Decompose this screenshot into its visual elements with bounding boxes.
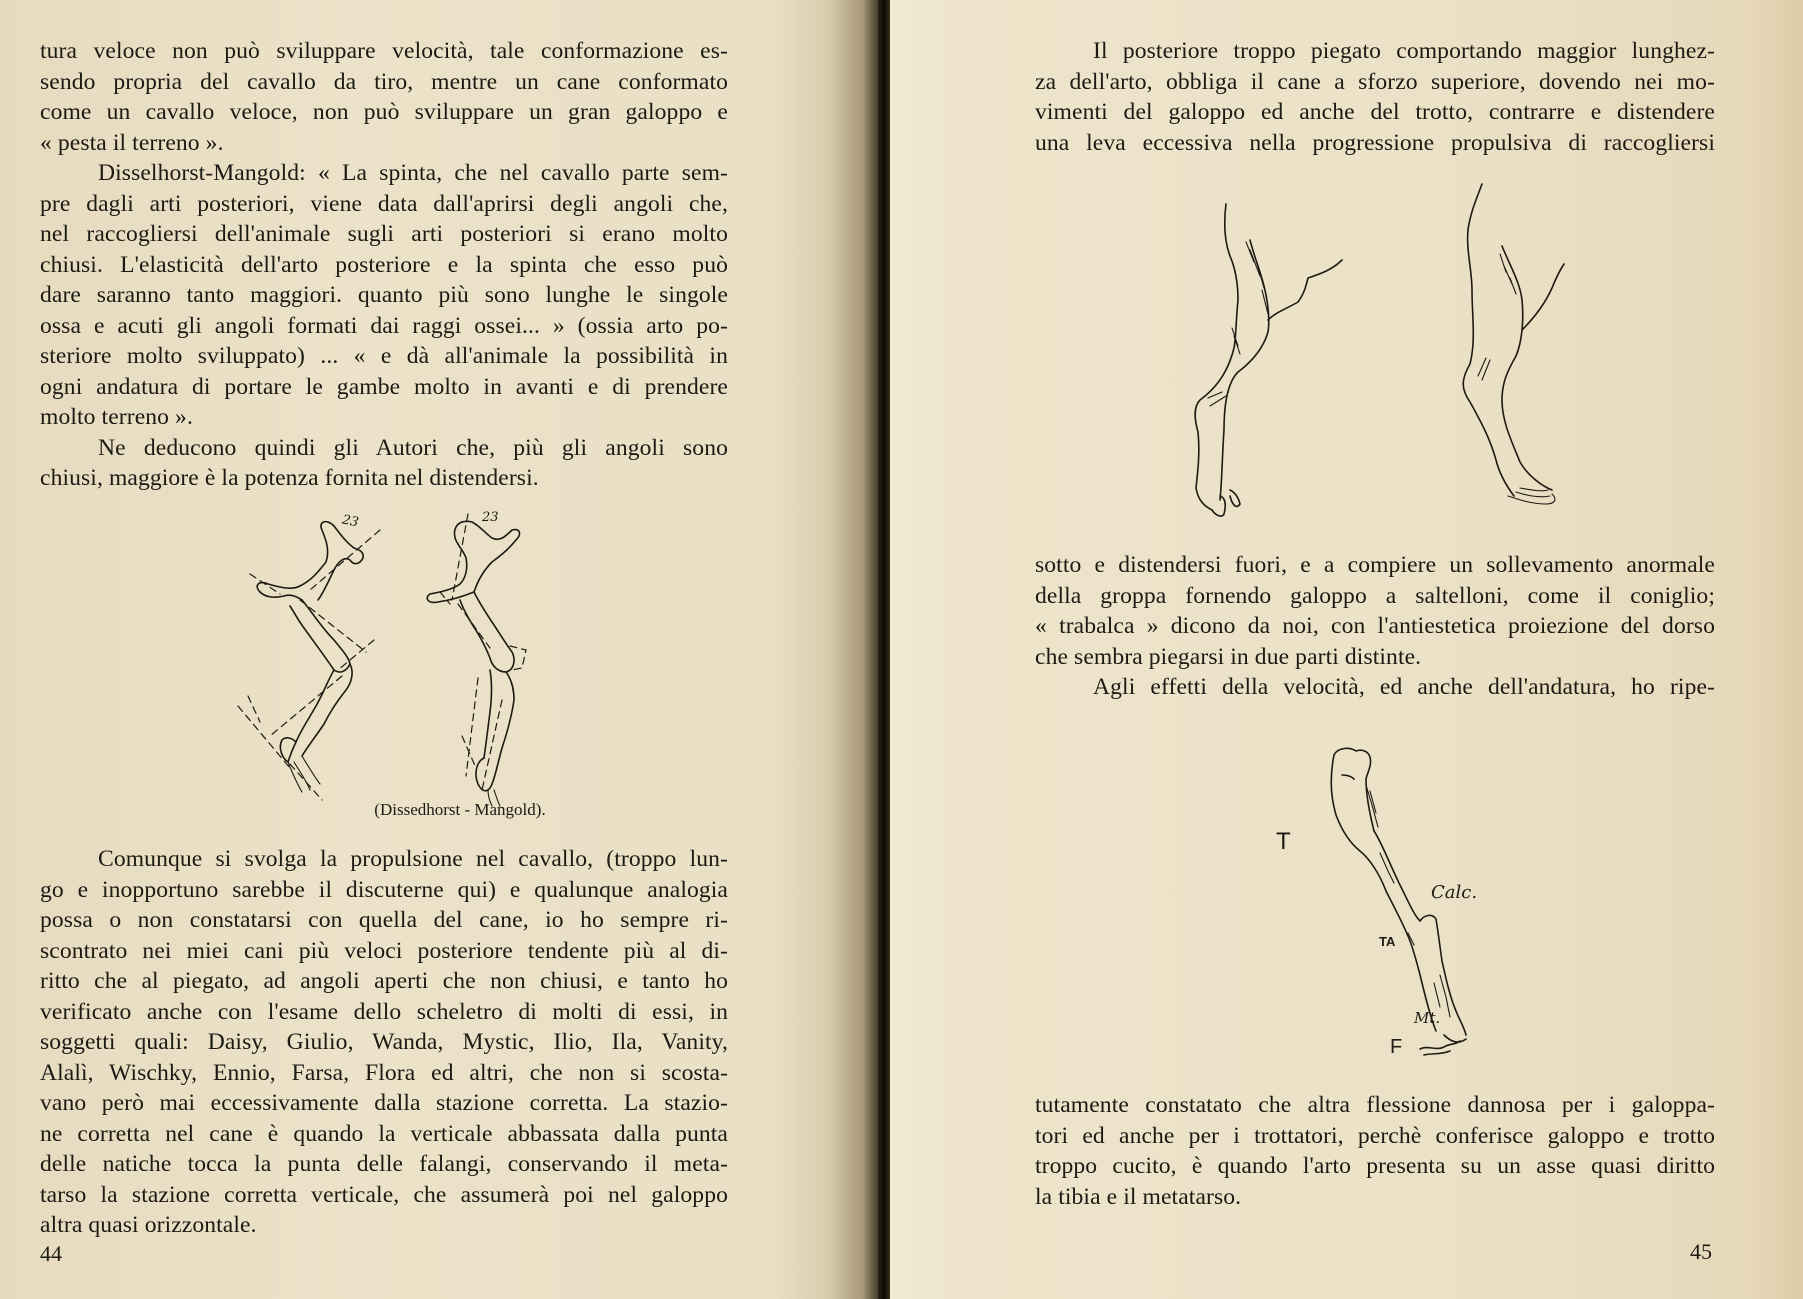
figure-label-23-right: 23 — [482, 510, 499, 525]
text-line: za dell'arto, obbliga il cane a sforzo superiore, dovendo nei mo- — [1035, 68, 1715, 95]
leg-bent — [1195, 204, 1342, 516]
text-line: la tibia e il metatarso. — [1035, 1183, 1242, 1210]
text-line: soggetti quali: Daisy, Giulio, Wanda, Mystic, Ilio, Ila, Vanity, — [40, 1029, 728, 1055]
text-line: « pesta il terreno ». — [40, 129, 224, 156]
text-line: della groppa fornendo galoppo a saltelloni, come il coniglio; — [1035, 582, 1715, 609]
text-line: verificato anche con l'esame dello scheletro di molti di essi, in — [40, 998, 728, 1025]
text-line: pre dagli arti posteriori, viene data dall'aprirsi degli angoli che, — [40, 190, 728, 217]
hind-limb-skeleton-figure — [230, 500, 560, 810]
text-line: altra quasi orizzontale. — [40, 1212, 257, 1238]
left-page — [0, 0, 880, 1299]
figure-label-23-left: 23 — [340, 512, 360, 531]
text-line: tura veloce non può sviluppare velocità, tale conformazione es- — [40, 38, 728, 64]
text-line: che sembra piegarsi in due parti distinte. — [1035, 643, 1422, 670]
text-line: chiusi. L'elasticità dell'arto posteriore e la spinta che esso può — [40, 251, 728, 278]
right-page-middle-text — [1035, 550, 1715, 703]
text-line: troppo cucito, è quando l'arto presenta su un asse quasi diritto — [1035, 1153, 1715, 1179]
right-page-bottom-text — [1035, 1090, 1715, 1212]
text-line: tori ed anche per i trottatori, perchè conferisce galoppo e trotto — [1035, 1122, 1715, 1149]
text-line: tarso la stazione corretta verticale, che assumerà poi nel galoppo — [40, 1181, 728, 1208]
bone-label-tarsus: TA — [1379, 934, 1396, 949]
text-line: « trabalca » dicono da noi, con l'antiestetica proiezione del dorso — [1035, 613, 1715, 639]
text-line: Alalì, Wischky, Ennio, Farsa, Flora ed altri, che non si scosta- — [40, 1059, 728, 1086]
bone-label-metatarsus: Mt. — [1414, 1009, 1441, 1027]
text-line: Ne deducono quindi gli Autori che, più gli angoli sono — [98, 434, 728, 461]
text-line: possa o non constatarsi con quella del cane, io ho sempre ri- — [40, 907, 728, 933]
text-line: ritto che al piegato, ad angoli aperti che non chiusi, e tanto ho — [40, 968, 728, 994]
text-line: come un cavallo veloce, non può sviluppare un gran galoppo e — [40, 99, 728, 125]
right-page — [890, 0, 1803, 1299]
text-line: delle natiche tocca la punta delle falangi, conservando il meta- — [40, 1151, 728, 1177]
figure-caption-text: (Dissedhorst - Mangold). — [374, 800, 546, 819]
bone-label-phalanges: F — [1390, 1036, 1403, 1058]
text-line: nel raccogliersi dell'animale sugli arti posteriori si erano molto — [40, 221, 728, 247]
bone-label-tibia: T — [1276, 828, 1291, 855]
text-line: ossa e acuti gli angoli formati dai raggi ossei... » (ossia arto po- — [40, 312, 728, 339]
text-line: Il posteriore troppo piegato comportando maggior lunghez- — [1093, 38, 1715, 64]
text-line: go e inopportuno sarebbe il discuterne qui) e qualunque analogia — [40, 876, 728, 903]
page-number-left: 44 — [40, 1241, 62, 1266]
text-line: steriore molto sviluppato) ... « e dà all'animale la possibilità in — [40, 343, 728, 369]
text-line: Comunque si svolga la propulsione nel cavallo, (troppo lun- — [98, 846, 728, 872]
left-page-bottom-text — [40, 844, 728, 1241]
text-line: Agli effetti della velocità, ed anche dell'andatura, ho ripe- — [1093, 674, 1715, 700]
left-page-top-text — [40, 36, 728, 494]
text-line: ogni andatura di portare le gambe molto in avanti e di prendere — [40, 373, 728, 400]
text-line: dare saranno tanto maggiori. quanto più sono lunghe le singole — [40, 282, 728, 308]
page-number-right: 45 — [1690, 1239, 1712, 1264]
text-line: scontrato nei miei cani più veloci posteriore tendente più al di- — [40, 937, 728, 964]
text-line: chiusi, maggiore è la potenza fornita nel distendersi. — [40, 465, 539, 491]
figure-caption — [0, 800, 880, 820]
book-gutter — [878, 0, 890, 1299]
leg-straight — [1463, 184, 1564, 504]
text-line: ne corretta nel cane è quando la verticale abbassata dalla punta — [40, 1120, 728, 1147]
text-line: vimenti del galoppo ed anche del trotto, contrarre e distendere — [1035, 99, 1715, 125]
text-line: Disselhorst-Mangold: « La spinta, che nel cavallo parte sem- — [98, 160, 728, 186]
text-line: una leva eccessiva nella progressione propulsiva di raccogliersi — [1035, 129, 1715, 156]
text-line: molto terreno ». — [40, 404, 193, 430]
right-page-top-text — [1035, 36, 1715, 158]
text-line: sotto e distendersi fuori, e a compiere un sollevamento anormale — [1035, 552, 1715, 578]
skeleton-angled-limb — [238, 522, 380, 800]
text-line: vano però mai eccessivamente dalla stazione corretta. La stazio- — [40, 1090, 728, 1116]
text-line: sendo propria del cavallo da tiro, mentre un cane conformato — [40, 68, 728, 95]
skeleton-straight-limb — [427, 514, 526, 806]
dog-hind-legs-figure — [1180, 170, 1600, 530]
bone-label-calcaneus: Calc. — [1431, 882, 1478, 903]
text-line: tutamente constatato che altra flessione dannosa per i galoppa- — [1035, 1092, 1715, 1118]
